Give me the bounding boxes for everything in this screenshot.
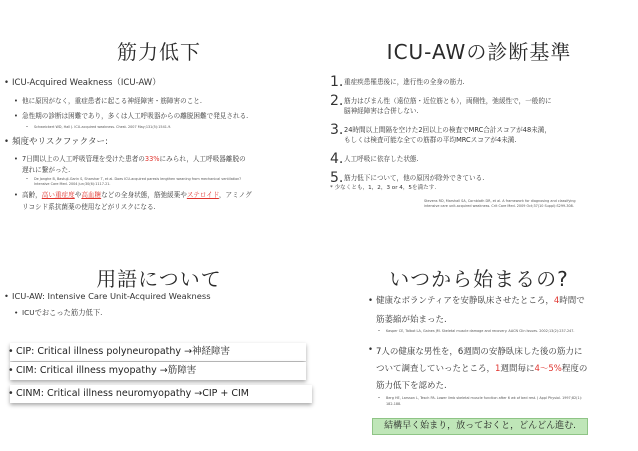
slide-terminology — [0, 227, 318, 451]
bullet-bedrest-study — [376, 296, 585, 307]
slide-onset — [320, 227, 638, 451]
bullet-definition: • 他に原因がなく，重症患者に起こる神経障害・筋障害のこと. — [22, 96, 202, 106]
bullet-icu-aw-meaning: • ICUでおこった筋力低下. — [22, 308, 102, 318]
criteria-item — [330, 93, 634, 116]
criteria-text: 人工呼吸に依存した状態. — [344, 155, 419, 163]
criteria-number: 2. — [330, 93, 344, 109]
criteria-item — [330, 151, 634, 167]
highlight-rate: 4〜5% — [534, 364, 562, 374]
bullet-icu-aw-definition: • ICU-AW: Intensive Care Unit-Acquired Weakness — [12, 291, 211, 302]
bullet-diagnosis: • 急性期の診断は困難であり，多くは人工呼吸器からの離脱困難で発見される. — [22, 111, 248, 121]
term-cim — [10, 362, 306, 380]
term-cinm — [10, 385, 312, 403]
term-cip — [10, 343, 306, 361]
highlight-week: 1 — [495, 364, 501, 374]
slide-title: いつから始まるの? — [389, 267, 569, 291]
bullet-strength-study: • 7人の健康な男性を，6週間の安静臥床した後の筋力に — [376, 345, 582, 357]
text: ついて調査していったところ， — [376, 364, 496, 374]
text: にみられ，人工呼吸器離脱の — [159, 155, 246, 163]
criteria-text: 脳神経障害は合併しない. — [344, 107, 419, 115]
highlight-percent: 33% — [144, 155, 160, 163]
text: 高齢， — [22, 191, 42, 199]
bullet-risk-factors-cont: リコシド系抗菌薬の使用などがリスクになる. — [22, 203, 156, 211]
criteria-number: 5. — [330, 170, 344, 186]
bullet-frequency-detail — [22, 154, 246, 164]
bullet-frequency-detail-cont: 遅れに繋がった. — [22, 166, 71, 174]
bullet-risk-factors — [22, 190, 252, 200]
criteria-text: 筋力はびまん性（遠位筋・近位筋とも），両側性，弛緩性で，一般的に — [344, 97, 552, 105]
slide-muscle-weakness — [0, 0, 318, 224]
reference-citation: • De Jonghe B, Bastuji-Garin S, Sharshar T, et al. Does ICU-acquired paresis lengthen weaning from mechanical ventilation? — [34, 177, 241, 182]
bullet-icu-aw: • ICU-Acquired Weakness（ICU-AW） — [12, 78, 161, 89]
text: や — [74, 191, 82, 199]
criteria-item — [330, 170, 634, 186]
text: 健康なボランティアを安静臥床させたところ， — [376, 296, 554, 306]
criteria-text: もしくは検査可能な全ての筋群の平均MRCスコアが4未満. — [344, 136, 517, 144]
bullet-strength-study-cont — [376, 362, 587, 374]
criteria-number: 3. — [330, 122, 344, 138]
bullet-strength-study-cont2: 筋力低下を認めた. — [376, 381, 447, 391]
slide-title: ICU-AWの診断基準 — [386, 40, 572, 64]
bullet-bedrest-study-cont: 筋萎縮が始まった. — [376, 315, 447, 325]
reference-citation: • Schweickert WD, Hall J. ICU-acquired weakness. Chest. 2007 May;131(5):1541-9. — [34, 125, 171, 130]
summary-banner: 結構早く始まり，放っておくと，どんどん進む. — [372, 418, 588, 435]
text: などの全身状態，筋弛緩薬や — [101, 191, 187, 199]
criteria-text: 24時間以上間隔を空けた2回以上の検査でMRC合計スコアが48未満， — [344, 126, 551, 134]
criteria-number: 4. — [330, 151, 344, 167]
bullet-frequency: • 頻度やリスクファクター: — [12, 137, 108, 148]
text: 程度の — [561, 364, 588, 374]
criteria-number: 1. — [330, 74, 344, 90]
reference-citation: • Berg HE, Larsson L, Tesch PA. Lower limb skeletal muscle function after 6 wk of bed rest. J Appl Physiol. 1997;82(1): — [386, 396, 582, 401]
criteria-item — [330, 74, 634, 90]
reference-citation: • Kasper CE, Talbot LA, Gaines JM. Skeletal muscle damage and recovery. AACN Clin Issues. 2002;13(2):237-247. — [386, 329, 575, 334]
criteria-text: 筋力低下について，他の原因が除外できている. — [344, 174, 485, 182]
reference-citation-cont: intensive care unit-acquired weakness. Crit Care Med. 2009 Oct;37(10 Suppl):S299-308. — [424, 204, 574, 208]
slide-diagnostic-criteria — [320, 0, 638, 224]
text: ，アミノグ — [218, 191, 252, 199]
highlight-severity: 高い重症度 — [41, 191, 75, 199]
term-cip-text: • CIP: Critical illness polyneuropathy →神経障害 — [16, 346, 230, 357]
criteria-note: * 少なくとも，1，2，3 or 4，5を満たす. — [330, 185, 437, 191]
term-cim-text: • CIM: Critical illness myopathy →筋障害 — [16, 365, 196, 376]
slide-title: 筋力低下 — [117, 40, 201, 64]
reference-citation-cont: Intensive Care Med. 2004 Jun;30(6):1117-21. — [34, 182, 111, 186]
text: 時間で — [559, 296, 585, 306]
reference-citation-cont: 182-188. — [386, 402, 402, 406]
text: 7日間以上の人工呼吸管理を受けた患者の — [22, 155, 145, 163]
highlight-hours: 4 — [553, 296, 560, 306]
highlight-hyperglycemia: 高血糖 — [81, 191, 102, 199]
reference-citation: Stevens RD, Marshall SA, Cornblath DR, et al. A framework for diagnosing and classifying — [424, 199, 576, 203]
text: 週間毎に — [500, 364, 535, 374]
term-cinm-text: • CINM: Critical illness neuromyopathy →CIP + CIM — [16, 388, 249, 399]
criteria-text: 重症疾患罹患後に，進行性の全身の筋力. — [344, 78, 465, 86]
slide-title: 用語について — [96, 267, 222, 291]
highlight-steroid: ステロイド — [186, 191, 219, 199]
criteria-item — [330, 122, 634, 145]
